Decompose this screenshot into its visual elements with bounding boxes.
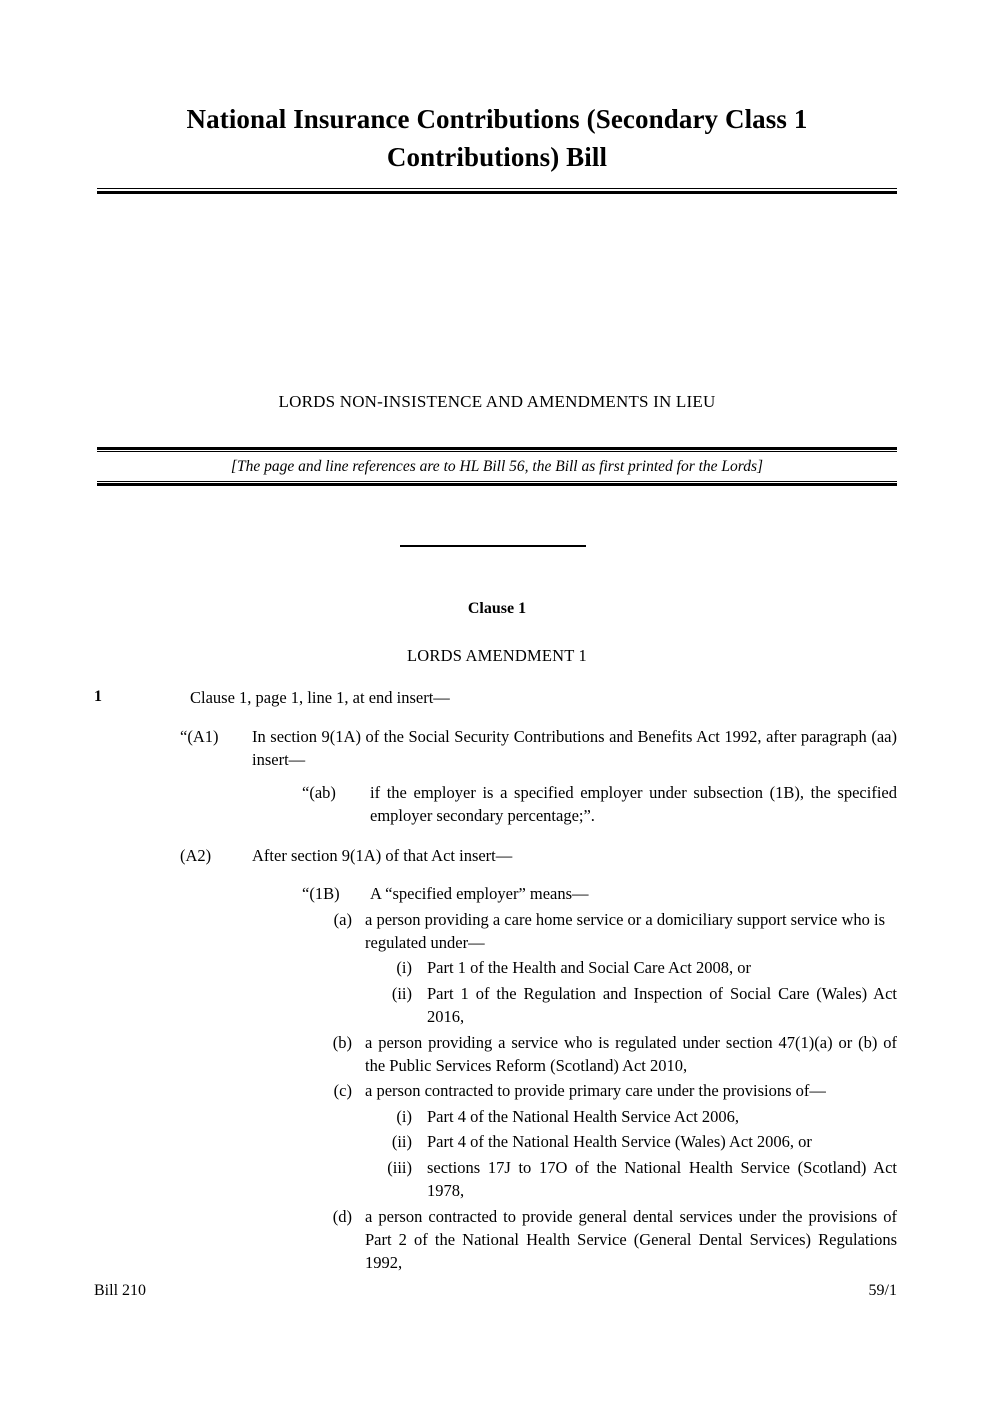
amendment-instruction-row (0, 686, 991, 710)
amendment-body (0, 686, 991, 1275)
reference-note: [The page and line references are to HL Bill 56, the Bill as first printed for the Lords] (230, 458, 764, 475)
note-top-rule (97, 447, 897, 452)
list-item (0, 1156, 991, 1203)
list-item-label: (b) (332, 1032, 352, 1052)
page-title: National Insurance Contributions (Secondary Class 1 Contributions) Bill (186, 104, 808, 173)
footer-bill-number: Bill 210 (94, 1282, 147, 1299)
note-bottom-rule (97, 481, 897, 486)
title-block (97, 100, 897, 177)
list-item-label: (ii) (391, 1132, 412, 1152)
rule-thin (97, 451, 897, 452)
list-item (0, 1079, 991, 1102)
list-item-text: a person contracted to provide general dental services under the provisions of Part 2 of the National Health Service (General Dental Services) Regulations 1992, (365, 1206, 897, 1273)
list-item (0, 882, 991, 905)
footer-page-number: 59/1 (868, 1282, 897, 1299)
amendment-instruction: Clause 1, page 1, line 1, at end insert— (190, 688, 450, 707)
list-item-label: (d) (332, 1206, 352, 1226)
list-item-text: if the employer is a specified employer under subsection (1B), the specified employer secondary percentage;”. (370, 782, 897, 826)
list-item (0, 1130, 991, 1153)
list-item-text: a person providing a service who is regulated under section 47(1)(a) or (b) of the Public Services Reform (Scotland) Act 2010, (365, 1032, 897, 1076)
list-item-label: (c) (333, 1081, 352, 1101)
list-item (0, 1205, 991, 1275)
list-item-label: (A2) (180, 845, 212, 865)
title-divider-rule (97, 188, 897, 194)
list-item-text: In section 9(1A) of the Social Security Contributions and Benefits Act 1992, after paragraph (aa) insert— (252, 727, 897, 770)
short-divider-rule (400, 545, 586, 547)
list-item (0, 844, 991, 867)
list-item (0, 1105, 991, 1128)
list-item (0, 956, 991, 979)
list-item (0, 725, 991, 772)
list-item (0, 781, 991, 828)
list-item-label: “(A1) (180, 727, 219, 746)
clause-heading: Clause 1 (467, 600, 527, 617)
list-item-text: Part 4 of the National Health Service Act 2006, (427, 1106, 740, 1126)
list-item-label: (i) (396, 958, 412, 978)
list-item-text: Part 4 of the National Health Service (Wales) Act 2006, or (427, 1132, 812, 1152)
list-item-text: Part 1 of the Regulation and Inspection of Social Care (Wales) Act 2016, (427, 983, 897, 1027)
list-item-label: (iii) (387, 1157, 412, 1177)
list-item-text: After section 9(1A) of that Act insert— (252, 845, 513, 865)
amendment-number: 1 (94, 688, 102, 705)
amendment-heading: LORDS AMENDMENT 1 (406, 646, 588, 665)
list-item-text: A “specified employer” means— (370, 884, 589, 904)
rule-thick (97, 483, 897, 486)
list-item (0, 1031, 991, 1078)
list-item-text: a person contracted to provide primary care under the provisions of— (365, 1081, 826, 1101)
list-item-text: Part 1 of the Health and Social Care Act 2008, or (427, 958, 751, 978)
list-item-label: (i) (396, 1106, 412, 1126)
list-item-label: “(ab) (302, 782, 336, 802)
list-item-label: (a) (333, 909, 352, 929)
list-item-label: (ii) (391, 983, 412, 1003)
list-item-label: “(1B) (302, 884, 340, 904)
list-item (0, 982, 991, 1029)
list-item-text: sections 17J to 17O of the National Health Service (Scotland) Act 1978, (427, 1157, 897, 1201)
section-heading: LORDS NON-INSISTENCE AND AMENDMENTS IN LIEU (278, 392, 716, 411)
rule-thick (97, 191, 897, 194)
list-item-text: a person providing a care home service or a domiciliary support service who is regulated under— (365, 909, 886, 952)
list-item (0, 908, 991, 955)
